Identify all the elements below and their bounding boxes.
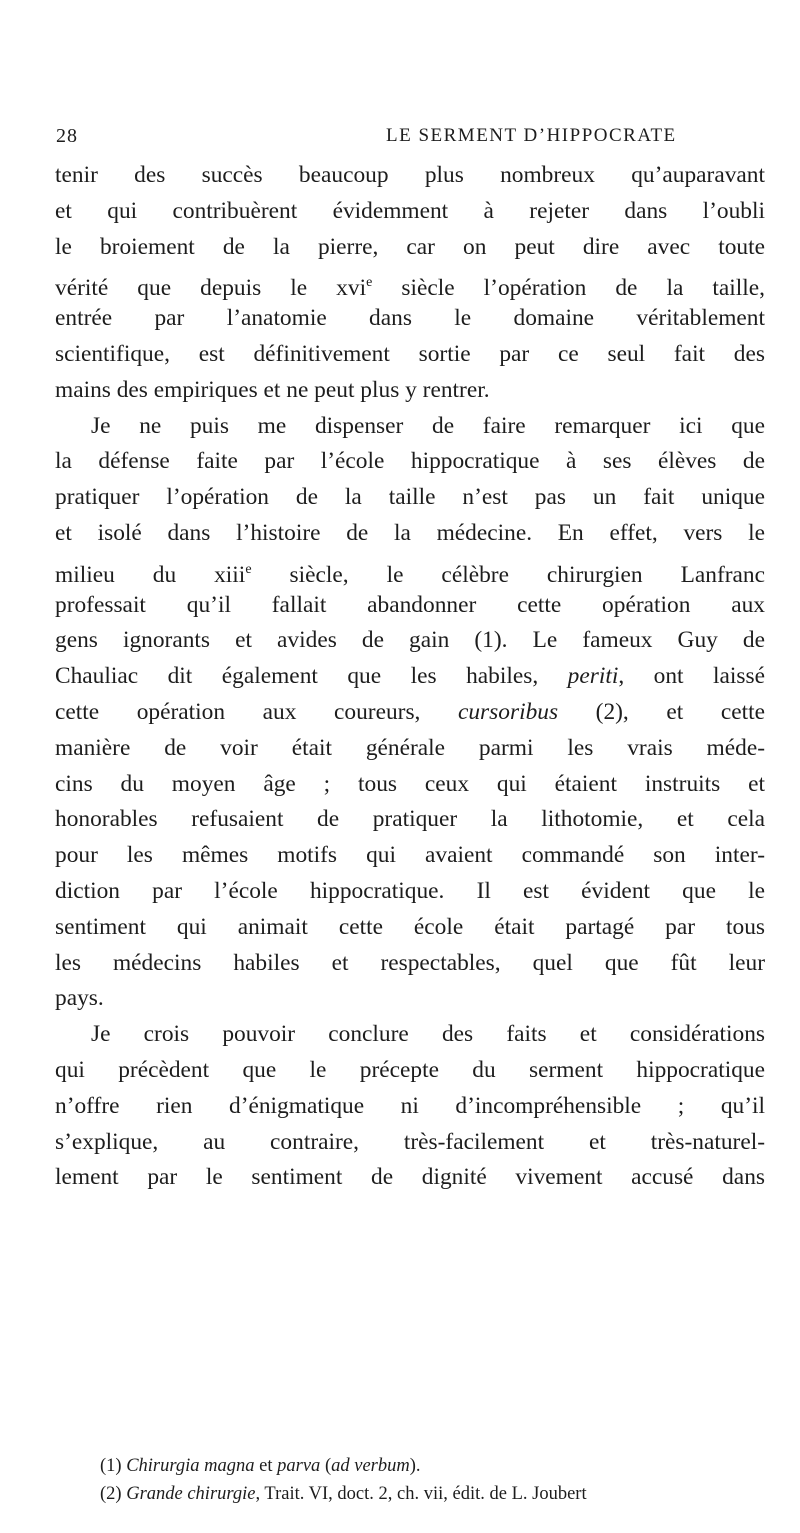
text-line: honorables refusaient de pratiquer la lithotomie, et cela: [55, 806, 765, 833]
text-line: scientifique, est définitivement sortie par ce seul fait des: [55, 340, 765, 367]
footnote-title: Grande chirurgie: [126, 1484, 256, 1504]
text-line: qui précèdent que le précepte du serment hippocratique: [55, 1056, 765, 1083]
text-line: entrée par l’anatomie dans le domaine véritablement: [55, 305, 765, 332]
text-line: [55, 695, 765, 731]
footnote-title: parva: [277, 1456, 321, 1476]
text-fragment: Chauliac dit également que les habiles,: [55, 663, 568, 690]
text-line: [55, 265, 765, 301]
text-line: gens ignorants et avides de gain (1). Le fameux Guy de: [55, 627, 765, 654]
footnote-1: [100, 1452, 770, 1480]
text-line: mains des empiriques et ne peut plus y rentrer.: [55, 376, 490, 403]
text-line: cins du moyen âge ; tous ceux qui étaient instruits et: [55, 770, 765, 797]
superscript: e: [366, 275, 373, 291]
italic-term: cursoribus: [457, 698, 559, 725]
footnote-title: Chirurgia magna: [126, 1456, 255, 1476]
text-line: pratiquer l’opération de la taille n’est pas un fait unique: [55, 484, 765, 511]
text-line: manière de voir était générale parmi les vrais méde-: [55, 734, 765, 761]
text-fragment: cette opération aux coureurs,: [55, 698, 458, 725]
text-line: pour les mêmes motifs qui avaient commandé son inter-: [55, 842, 765, 869]
footnote-2: [100, 1480, 770, 1508]
italic-term: periti: [567, 663, 619, 690]
text-fragment: siècle l’opération de la taille,: [372, 275, 765, 302]
text-line: Je ne puis me dispenser de faire remarquer ici que: [91, 412, 765, 439]
footnote-marker: (2): [100, 1484, 127, 1504]
page-number: 28: [56, 125, 78, 147]
text-line: diction par l’école hippocratique. Il est évident que le: [55, 877, 765, 904]
text-fragment: vérité que depuis le xvi: [55, 275, 367, 302]
running-title: LE SERMENT D’HIPPOCRATE: [386, 125, 677, 146]
text-line: tenir des succès beaucoup plus nombreux qu’auparavant: [55, 162, 765, 188]
footnote-title: ad verbum: [331, 1456, 410, 1476]
text-fragment: siècle, le célèbre chirurgien Lanfranc: [251, 561, 766, 588]
text-line: et qui contribuèrent évidemment à rejeter dans l’oubli: [55, 197, 765, 224]
footnote-text: (: [320, 1456, 332, 1476]
text-fragment: , ont laissé: [618, 663, 765, 690]
footnotes: [100, 1452, 770, 1508]
footnote-text: ).: [409, 1456, 421, 1476]
footnote-text: et: [254, 1456, 278, 1476]
text-line: s’explique, au contraire, très-facilement et très-naturel-: [55, 1128, 765, 1155]
text-line: les médecins habiles et respectables, quel que fût leur: [55, 949, 765, 976]
footnote-marker: (1): [100, 1456, 127, 1476]
text-line: pays.: [55, 985, 104, 1012]
superscript: e: [245, 561, 252, 577]
text-line: et isolé dans l’histoire de la médecine. En effet, vers le: [55, 519, 765, 546]
text-line: lement par le sentiment de dignité vivement accusé dans: [55, 1164, 765, 1191]
running-head: [56, 125, 756, 155]
footnote-text: , Trait. VI, doct. 2, ch. vii, édit. de L. Joubert: [255, 1484, 587, 1504]
text-fragment: milieu du xiii: [55, 561, 246, 588]
text-line: le broiement de la pierre, car on peut dire avec toute: [55, 233, 765, 260]
text-line: professait qu’il fallait abandonner cette opération aux: [55, 591, 765, 618]
text-line: [55, 552, 765, 588]
text-line: sentiment qui animait cette école était partagé par tous: [55, 913, 765, 940]
text-line: n’offre rien d’énigmatique ni d’incompréhensible ; qu’il: [55, 1092, 765, 1119]
text-line: [55, 659, 765, 695]
body-text: [55, 158, 765, 1196]
text-line: la défense faite par l’école hippocratique à ses élèves de: [55, 448, 765, 475]
text-line: Je crois pouvoir conclure des faits et considérations: [91, 1021, 765, 1048]
text-fragment: (2), et cette: [558, 698, 765, 725]
